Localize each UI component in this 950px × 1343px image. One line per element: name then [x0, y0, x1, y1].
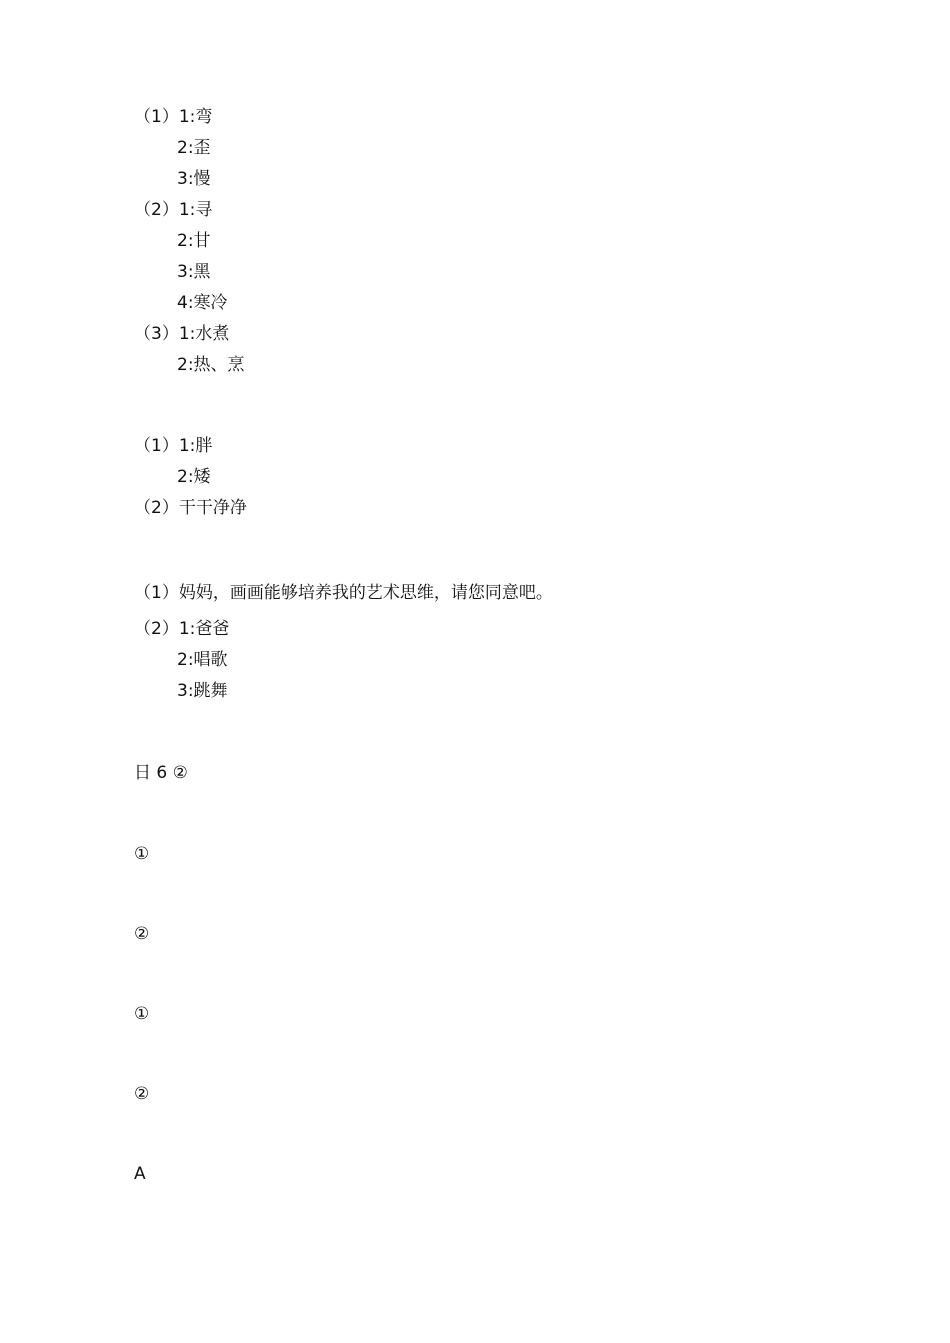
question-number: （1）: [134, 107, 179, 127]
answer-text: 1:寻: [178, 200, 213, 220]
s7-answer: ①: [134, 1004, 150, 1024]
s1-q2-line2: 2:甘: [177, 231, 211, 251]
s2-q1-line1: [134, 435, 212, 457]
s4-answer: 日 6 ②: [134, 763, 188, 783]
s2-q2-line1: [134, 497, 247, 519]
s1-q1-line2: 2:歪: [177, 138, 211, 158]
answer-text: 1:爸爸: [178, 619, 230, 639]
answer-text: 1:胖: [178, 436, 213, 456]
s6-answer: ②: [134, 924, 150, 944]
question-number: （3）: [134, 324, 179, 344]
question-number: （1）: [134, 436, 179, 456]
s3-q1-line1: [134, 582, 553, 604]
s5-answer: ①: [134, 844, 150, 864]
answer-text: 1:弯: [178, 107, 213, 127]
s1-q1-line1: [134, 106, 212, 128]
s8-answer: ②: [134, 1084, 150, 1104]
s1-q3-line1: [134, 323, 229, 345]
s1-q2-line1: [134, 199, 212, 221]
s3-q2-line1: [134, 618, 229, 640]
s2-q1-line2: 2:矮: [177, 467, 211, 487]
s3-q2-line2: 2:唱歌: [177, 650, 228, 670]
answer-text: 妈妈，画画能够培养我的艺术思维，请您同意吧。: [178, 583, 553, 603]
s9-answer: A: [134, 1164, 146, 1184]
s3-q2-line3: 3:跳舞: [177, 681, 228, 701]
question-number: （2）: [134, 200, 179, 220]
s1-q2-line3: 3:黑: [177, 262, 211, 282]
question-number: （1）: [134, 583, 179, 603]
question-number: （2）: [134, 498, 179, 518]
s1-q1-line3: 3:慢: [177, 169, 211, 189]
answer-text: 1:水煮: [178, 324, 230, 344]
s1-q3-line2: 2:热、烹: [177, 355, 245, 375]
answer-text: 干干净净: [178, 498, 247, 518]
question-number: （2）: [134, 619, 179, 639]
s1-q2-line4: 4:寒冷: [177, 293, 228, 313]
